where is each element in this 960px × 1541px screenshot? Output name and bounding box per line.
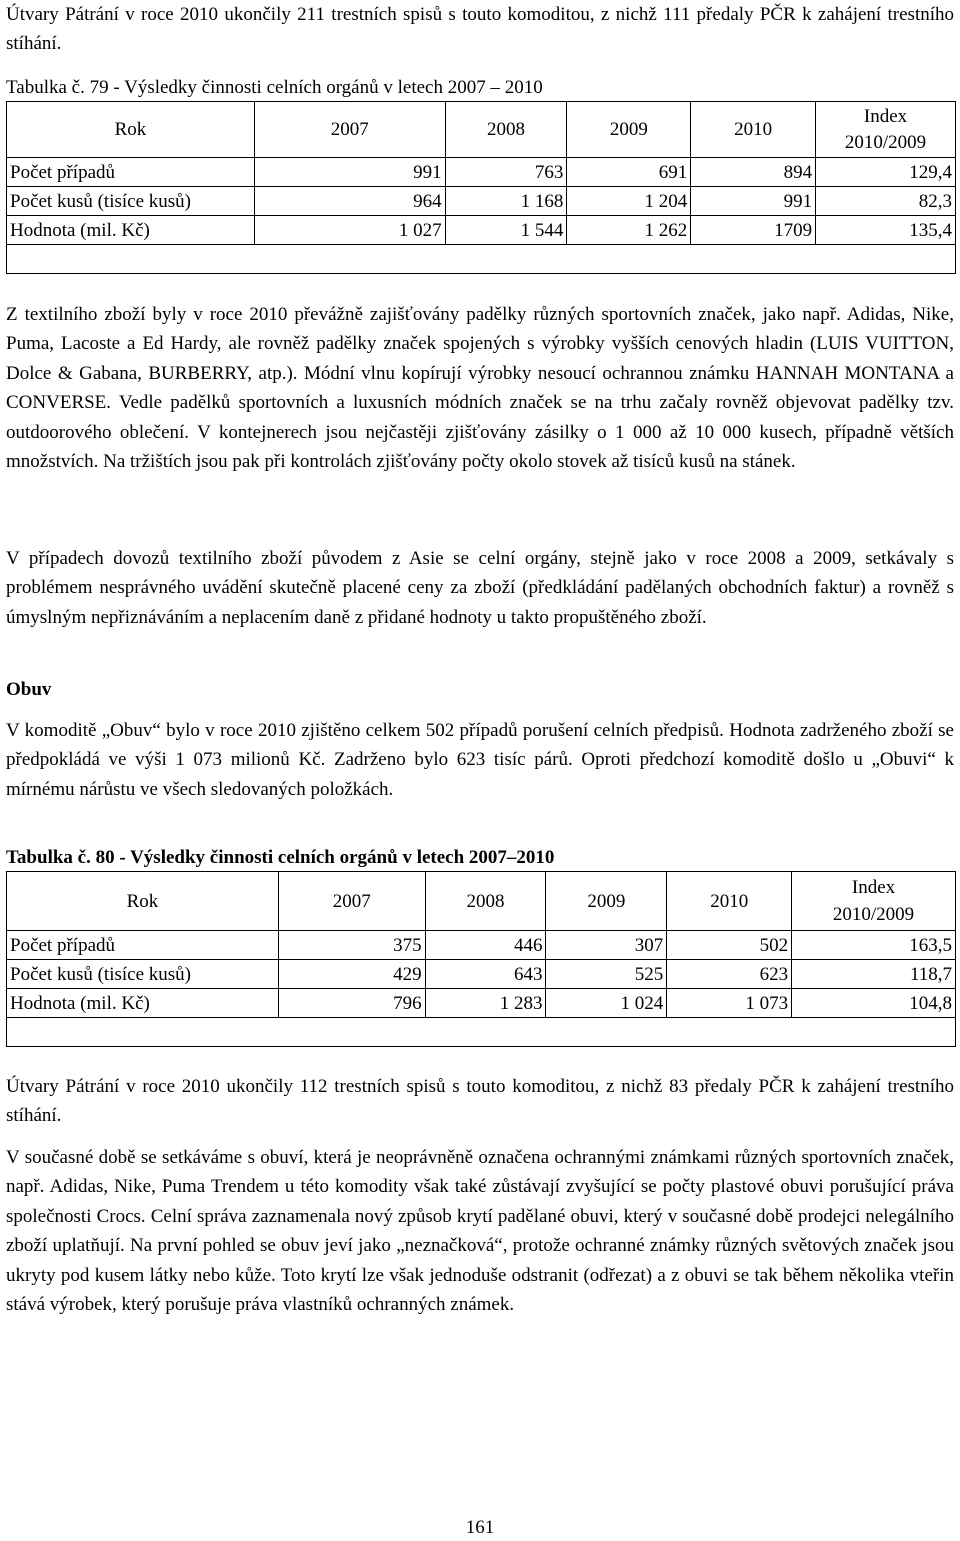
table-80-header-2010: 2010 — [667, 872, 792, 931]
table-79-header-2010: 2010 — [691, 102, 816, 158]
table-80-header-2009: 2009 — [546, 872, 667, 931]
table-80 — [6, 871, 956, 1047]
row-label: Počet kusů (tisíce kusů) — [7, 960, 279, 989]
table-79-header-index — [816, 102, 956, 158]
table-80-header-2008: 2008 — [425, 872, 546, 931]
table-80-header-row — [7, 872, 956, 931]
index-line-1: Index — [863, 105, 908, 127]
cell: 375 — [278, 931, 425, 960]
table-empty-row — [7, 245, 956, 274]
cell: 104,8 — [792, 989, 956, 1018]
cell: 82,3 — [816, 187, 956, 216]
cell: 163,5 — [792, 931, 956, 960]
page-number: 161 — [465, 1517, 495, 1538]
table-80-header-2007: 2007 — [278, 872, 425, 931]
cell: 763 — [445, 158, 567, 187]
table-79-header-2009: 2009 — [567, 102, 691, 158]
row-label: Počet kusů (tisíce kusů) — [7, 187, 255, 216]
cell: 502 — [667, 931, 792, 960]
cell: 623 — [667, 960, 792, 989]
table-79-header-row — [7, 102, 956, 158]
cell: 129,4 — [816, 158, 956, 187]
obuv-paragraph-2: Útvary Pátrání v roce 2010 ukončily 112 trestních spisů s touto komoditou, z nichž 83 předaly PČR k zahájení trestního stíhání. — [6, 1076, 954, 1127]
textile-paragraph-2: V případech dovozů textilního zboží původem z Asie se celní orgány, stejně jako v roce 2008 a 2009, setkávaly s problémem nesprávného uvádění skutečně placené ceny za zboží (předkládání padělaných obchodních faktur) a rovněž s úmyslným nepřiznáváním a neplacením daně z přidané hodnoty u takto propuštěného zboží. — [6, 548, 954, 628]
table-row — [7, 216, 956, 245]
obuv-paragraph-3: V současné době se setkáváme s obuví, která je neoprávněně označena ochrannými známkami různých sportovních značek, např. Adidas, Nike, Puma Trendem u této komodity však také zůstávají zvyšující se počty plastové obuvi porušující práva společnosti Crocs. Celní správa zaznamenala nový způsob krytí padělané obuvi, který v současné době prodejci nelegálního zboží uplatňují. Na první pohled se obuv jeví jako „neznačková“, protože ochranné známky různých světových značek jsou ukryty pod kusem látky nebo kůže. Toto krytí lze však jednoduše odstranit (odřezat) a z obuvi se tak během několika vteřin stává výrobek, který porušuje práva vlastníků ochranných známek. — [6, 1147, 954, 1316]
cell: 964 — [254, 187, 445, 216]
cell: 135,4 — [816, 216, 956, 245]
index-line-2: 2010/2009 — [844, 131, 927, 153]
row-label: Hodnota (mil. Kč) — [7, 989, 279, 1018]
cell: 1 168 — [445, 187, 567, 216]
table-79-caption: Tabulka č. 79 - Výsledky činnosti celních orgánů v letech 2007 – 2010 — [6, 77, 543, 98]
obuv-paragraph: V komoditě „Obuv“ bylo v roce 2010 zjištěno celkem 502 případů porušení celních předpisů. Hodnota zadrženého zboží se předpokládá ve výši 1 073 milionů Kč. Zadrženo bylo 623 tisíc párů. Oproti předchozí komoditě došlo u „Obuvi“ k mírnému nárůstu ve všech sledovaných položkách. — [6, 720, 954, 800]
cell: 1 262 — [567, 216, 691, 245]
cell: 1 027 — [254, 216, 445, 245]
intro-paragraph: Útvary Pátrání v roce 2010 ukončily 211 trestních spisů s touto komoditou, z nichž 111 předaly PČR k zahájení trestního stíhání. — [6, 4, 954, 55]
cell: 525 — [546, 960, 667, 989]
cell: 643 — [425, 960, 546, 989]
table-79-header-2007: 2007 — [254, 102, 445, 158]
empty-cell — [7, 1018, 956, 1047]
cell: 1 073 — [667, 989, 792, 1018]
row-label: Počet případů — [7, 931, 279, 960]
index-line-1: Index — [851, 877, 896, 898]
cell: 429 — [278, 960, 425, 989]
table-row — [7, 960, 956, 989]
table-row — [7, 931, 956, 960]
table-80-caption: Tabulka č. 80 - Výsledky činnosti celních orgánů v letech 2007–2010 — [6, 847, 555, 868]
table-row — [7, 187, 956, 216]
cell: 796 — [278, 989, 425, 1018]
index-line-2: 2010/2009 — [832, 904, 915, 925]
table-row — [7, 158, 956, 187]
table-row — [7, 989, 956, 1018]
cell: 1 024 — [546, 989, 667, 1018]
cell: 1 544 — [445, 216, 567, 245]
table-79-header-2008: 2008 — [445, 102, 567, 158]
cell: 991 — [691, 187, 816, 216]
cell: 991 — [254, 158, 445, 187]
textile-paragraph-1: Z textilního zboží byly v roce 2010 převážně zajišťovány padělky různých sportovních značek, jako např. Adidas, Nike, Puma, Lacoste a Ed Hardy, ale rovněž padělky značek spojených s výrobky vyšších cenových hladin (LUIS VUITTON, Dolce & Gabana, BURBERRY, atp.). Módní vlnu kopírují výrobky nesoucí ochrannou známku HANNAH MONTANA a CONVERSE. Vedle padělků sportovních a luxusních módních značek se na trhu začaly rovněž objevovat padělky tzv. outdoorového oblečení. V kontejnerech jsou nejčastěji zjišťovány zásilky o 1 000 až 10 000 kusech, případně větších množstvích. Na tržištích jsou pak při kontrolách zjišťovány počty okolo stovek až tisíců kusů na stánek. — [6, 304, 954, 473]
cell: 118,7 — [792, 960, 956, 989]
empty-cell — [7, 245, 956, 274]
section-heading-obuv: Obuv — [6, 679, 52, 700]
cell: 1 283 — [425, 989, 546, 1018]
table-79-header-rok: Rok — [7, 102, 255, 158]
row-label: Hodnota (mil. Kč) — [7, 216, 255, 245]
table-empty-row — [7, 1018, 956, 1047]
table-80-header-index — [792, 872, 956, 931]
table-80-header-rok: Rok — [7, 872, 279, 931]
cell: 307 — [546, 931, 667, 960]
cell: 894 — [691, 158, 816, 187]
table-79 — [6, 101, 956, 274]
cell: 1 204 — [567, 187, 691, 216]
cell: 691 — [567, 158, 691, 187]
cell: 446 — [425, 931, 546, 960]
cell: 1709 — [691, 216, 816, 245]
row-label: Počet případů — [7, 158, 255, 187]
